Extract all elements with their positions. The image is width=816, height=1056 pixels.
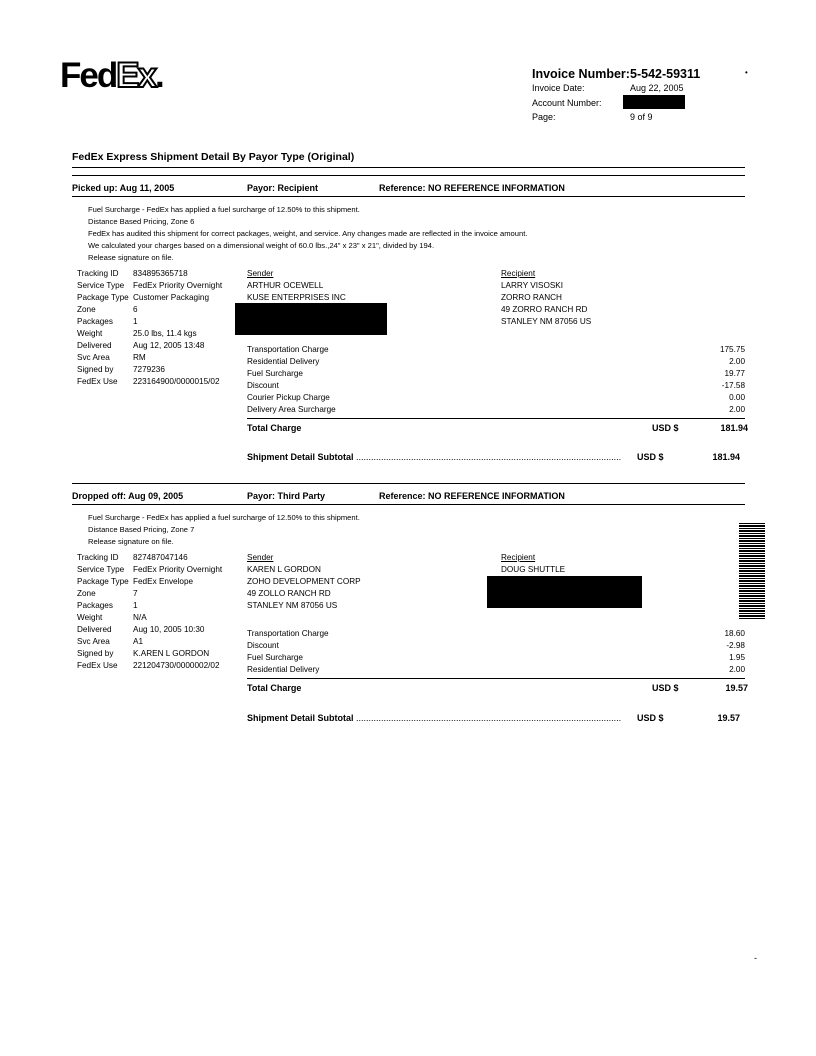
charge-label: Fuel Surcharge [247, 653, 303, 662]
section2-header-rule [72, 504, 745, 505]
recipient-address-redaction [487, 576, 642, 608]
bottom-mark: - [754, 953, 757, 963]
invoice-date-label: Invoice Date: [532, 83, 585, 93]
sender-line: 49 ZOLLO RANCH RD [247, 589, 331, 598]
charge-row [247, 356, 745, 368]
detail-row [77, 364, 222, 376]
detail-row [77, 552, 222, 564]
detail-value: 25.0 lbs, 11.4 kgs [133, 329, 197, 338]
note: Release signature on file. [88, 253, 174, 262]
subtotal-leader: .......................................................................................................... [356, 452, 622, 462]
detail-value: 7279236 [133, 365, 165, 374]
charge-amount: 19.77 [724, 369, 745, 378]
detail-row [77, 660, 222, 672]
section1-top-rule [72, 175, 745, 176]
section1-subtotal-amount: 181.94 [712, 452, 740, 462]
detail-key: Packages [77, 317, 113, 326]
detail-row [77, 316, 222, 328]
detail-key: Delivered [77, 341, 112, 350]
note: Fuel Surcharge - FedEx has applied a fuel surcharge of 12.50% to this shipment. [88, 205, 360, 214]
detail-key: FedEx Use [77, 377, 118, 386]
charge-row [247, 380, 745, 392]
detail-value: 6 [133, 305, 138, 314]
detail-row [77, 612, 222, 624]
charge-amount: 0.00 [729, 393, 745, 402]
tracking-id: 827487047146 [133, 553, 188, 562]
title-rule [72, 167, 745, 168]
section1-subtotal-currency: USD $ [637, 452, 664, 462]
recipient-line: 49 ZORRO RANCH RD [501, 305, 588, 314]
account-number-label: Account Number: [532, 98, 602, 108]
detail-value: 223164900/0000015/02 [133, 377, 220, 386]
section2-total-rule [247, 678, 745, 679]
detail-value: N/A [133, 613, 147, 622]
sender-line: ZOHO DEVELOPMENT CORP [247, 577, 361, 586]
charge-label: Discount [247, 381, 279, 390]
charge-label: Fuel Surcharge [247, 369, 303, 378]
side-barcode [739, 523, 765, 619]
detail-row [77, 576, 222, 588]
tracking-id: 834895365718 [133, 269, 188, 278]
charge-amount: -2.98 [726, 641, 745, 650]
sender-line: KUSE ENTERPRISES INC [247, 293, 346, 302]
section1-sender [247, 268, 346, 304]
detail-key: Delivered [77, 625, 112, 634]
detail-key: Tracking ID [77, 269, 119, 278]
section2-total-label: Total Charge [247, 683, 302, 693]
detail-key: Svc Area [77, 353, 110, 362]
section1-shipment-details [77, 268, 222, 388]
recipient-label: Recipient [501, 553, 536, 562]
detail-row [77, 648, 222, 660]
section2-notes [88, 512, 360, 548]
section1-payor: Payor: Recipient [247, 183, 319, 193]
invoice-number: 5-542-59311 [630, 67, 701, 81]
logo-ex: Ex [116, 56, 156, 95]
detail-value: FedEx Priority Overnight [133, 281, 223, 290]
charge-label: Discount [247, 641, 279, 650]
charge-label: Residential Delivery [247, 665, 320, 674]
note: FedEx has audited this shipment for correct packages, weight, and service. Any changes made are reflected in the invoice amount. [88, 229, 528, 238]
section1-header-rule [72, 196, 745, 197]
fedex-logo [60, 58, 163, 93]
charge-label: Delivery Area Surcharge [247, 405, 336, 414]
charge-label: Transportation Charge [247, 629, 329, 638]
detail-key: Weight [77, 613, 103, 622]
charge-amount: 1.95 [729, 653, 745, 662]
charge-row [247, 344, 745, 356]
recipient-line: DOUG SHUTTLE [501, 565, 566, 574]
charge-amount: 2.00 [729, 357, 745, 366]
detail-row [77, 292, 222, 304]
section1-total-rule [247, 418, 745, 419]
section2-total-currency: USD $ [652, 683, 679, 693]
charge-label: Residential Delivery [247, 357, 320, 366]
charge-label: Courier Pickup Charge [247, 393, 330, 402]
detail-key: Zone [77, 305, 96, 314]
detail-row [77, 588, 222, 600]
section2-reference: Reference: NO REFERENCE INFORMATION [379, 491, 565, 501]
charge-row [247, 640, 745, 652]
detail-row [77, 600, 222, 612]
detail-key: Service Type [77, 281, 125, 290]
section2-dropoff-date: Dropped off: Aug 09, 2005 [72, 491, 184, 501]
detail-row [77, 376, 222, 388]
detail-value: 1 [133, 601, 138, 610]
detail-row [77, 340, 222, 352]
section2-payor: Payor: Third Party [247, 491, 326, 501]
detail-value: Aug 12, 2005 13:48 [133, 341, 205, 350]
charge-amount: 2.00 [729, 405, 745, 414]
detail-key: FedEx Use [77, 661, 118, 670]
logo-fed: Fed [60, 56, 117, 95]
detail-key: Package Type [77, 577, 129, 586]
charge-amount: 2.00 [729, 665, 745, 674]
detail-key: Weight [77, 329, 103, 338]
note: Distance Based Pricing, Zone 7 [88, 525, 195, 534]
section2-total-amount: 19.57 [725, 683, 748, 693]
charge-amount: 175.75 [719, 345, 745, 354]
recipient-line: LARRY VISOSKI [501, 281, 564, 290]
charge-label: Transportation Charge [247, 345, 329, 354]
note: Release signature on file. [88, 537, 174, 546]
sender-label: Sender [247, 553, 274, 562]
detail-value: RM [133, 353, 146, 362]
page-title: FedEx Express Shipment Detail By Payor Type (Original) [72, 151, 355, 163]
detail-row [77, 280, 222, 292]
invoice-date: Aug 22, 2005 [630, 83, 684, 93]
charge-row [247, 652, 745, 664]
section1-notes [88, 204, 527, 264]
section1-total-currency: USD $ [652, 423, 679, 433]
detail-key: Zone [77, 589, 96, 598]
detail-value: 1 [133, 317, 138, 326]
section2-subtotal-amount: 19.57 [717, 713, 740, 723]
section1-total-label: Total Charge [247, 423, 302, 433]
page-number: 9 of 9 [630, 112, 653, 122]
sender-line: STANLEY NM 87056 US [247, 601, 338, 610]
detail-key: Signed by [77, 365, 114, 374]
detail-key: Svc Area [77, 637, 110, 646]
subtotal-leader: .......................................................................................................... [356, 713, 622, 723]
section2-subtotal-label [247, 713, 621, 723]
detail-value: 7 [133, 589, 138, 598]
section2-sender [247, 552, 361, 612]
charge-row [247, 404, 745, 416]
sender-label: Sender [247, 269, 274, 278]
detail-row [77, 564, 222, 576]
detail-key: Service Type [77, 565, 125, 574]
charge-amount: 18.60 [724, 629, 745, 638]
recipient-line: ZORRO RANCH [501, 293, 562, 302]
recipient-line: STANLEY NM 87056 US [501, 317, 592, 326]
detail-key: Tracking ID [77, 553, 119, 562]
section1-charges [247, 344, 745, 416]
section2-top-rule [72, 483, 745, 484]
sender-line: KAREN L GORDON [247, 565, 321, 574]
invoice-number-label: Invoice Number: [532, 67, 630, 81]
detail-value: A1 [133, 637, 144, 646]
note: We calculated your charges based on a dimensional weight of 60.0 lbs.,24" x 23" x 21", divided by 194. [88, 241, 435, 250]
detail-value: FedEx Priority Overnight [133, 565, 223, 574]
detail-row [77, 304, 222, 316]
detail-row [77, 328, 222, 340]
section2-recipient [501, 552, 565, 576]
detail-row [77, 268, 222, 280]
detail-value: Customer Packaging [133, 293, 209, 302]
recipient-label: Recipient [501, 269, 536, 278]
charge-row [247, 368, 745, 380]
charge-row [247, 664, 745, 676]
detail-row [77, 624, 222, 636]
detail-row [77, 636, 222, 648]
section1-recipient [501, 268, 591, 328]
detail-value: Aug 10, 2005 10:30 [133, 625, 205, 634]
detail-value: K.AREN L GORDON [133, 649, 210, 658]
section2-shipment-details [77, 552, 222, 672]
detail-value: 221204730/0000002/02 [133, 661, 220, 670]
sender-address-redaction [235, 303, 387, 335]
charge-row [247, 628, 745, 640]
note: Distance Based Pricing, Zone 6 [88, 217, 195, 226]
detail-key: Signed by [77, 649, 114, 658]
section2-charges [247, 628, 745, 676]
detail-key: Package Type [77, 293, 129, 302]
section1-pickup-date: Picked up: Aug 11, 2005 [72, 183, 175, 193]
charge-amount: -17.58 [721, 381, 745, 390]
corner-mark: • [745, 68, 748, 77]
detail-key: Packages [77, 601, 113, 610]
note: Fuel Surcharge - FedEx has applied a fuel surcharge of 12.50% to this shipment. [88, 513, 360, 522]
sender-line: ARTHUR OCEWELL [247, 281, 324, 290]
section1-reference: Reference: NO REFERENCE INFORMATION [379, 183, 565, 193]
section2-subtotal-currency: USD $ [637, 713, 664, 723]
page-label: Page: [532, 112, 556, 122]
charge-row [247, 392, 745, 404]
subtotal-label: Shipment Detail Subtotal [247, 452, 354, 462]
section1-total-amount: 181.94 [720, 423, 748, 433]
detail-row [77, 352, 222, 364]
account-number-redaction [623, 95, 685, 109]
subtotal-label: Shipment Detail Subtotal [247, 713, 354, 723]
section1-subtotal-label [247, 452, 621, 462]
detail-value: FedEx Envelope [133, 577, 194, 586]
logo-dot: . [155, 56, 163, 95]
